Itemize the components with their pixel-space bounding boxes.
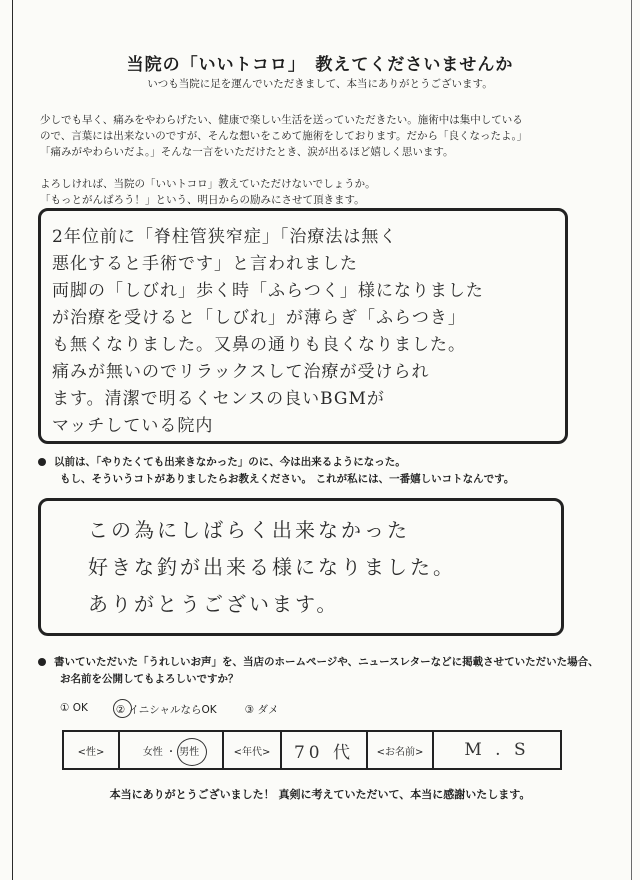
intro-paragraph-1 <box>40 112 610 160</box>
consent-option-initials[interactable] <box>116 702 217 717</box>
footer-thanks: 本当にありがとうございました！ 真剣に考えていただいて、本当に感謝いたします。 <box>109 788 531 801</box>
intro-line: 少しでも早く、痛みをやわらげたい、健康で楽しい生活を送っていただきたい。施術中は集中している <box>40 114 523 126</box>
bullet-icon <box>38 658 46 666</box>
age-label: <年代> <box>223 731 281 769</box>
paper-edge-left <box>12 0 13 880</box>
intro-line: 「痛みがやわらいだよ。」そんな一言をいただけたとき、涙が出るほど嬉しく思います。 <box>40 146 454 158</box>
age-field[interactable]: 70 代 <box>281 731 367 769</box>
bullet-icon <box>38 458 46 466</box>
consent-option-ok[interactable]: ① OK <box>60 702 88 714</box>
handwritten-line: 好きな釣が出来る様になりました。 <box>88 555 456 579</box>
question-2 <box>38 454 514 488</box>
consent-options <box>60 702 306 717</box>
intro-line: よろしければ、当院の「いいトコロ」教えていただけないでしょうか。 <box>40 178 376 190</box>
handwritten-line: 2年位前に「脊柱管狭窄症」「治療法は無く <box>52 227 398 247</box>
gender-field[interactable] <box>119 731 223 769</box>
page-subtitle: いつも当院に足を運んでいただきまして、本当にありがとうございます。 <box>147 78 493 90</box>
intro-paragraph-2 <box>40 176 610 208</box>
handwritten-line: ます。清潔で明るくセンスの良いBGMが <box>52 389 385 409</box>
name-label: <お名前> <box>367 731 433 769</box>
gender-value: 女性 ・ 男性 <box>142 746 200 758</box>
question-line: 書いていただいた「うれしいお声」を、当店のホームページや、ニュースレターなどに掲載させていただいた場合、 <box>54 656 599 668</box>
handwritten-line: 両脚の「しびれ」歩く時「ふらつく」様になりました <box>52 281 484 301</box>
question-3 <box>38 654 599 688</box>
gender-selected-circle <box>177 738 207 766</box>
handwritten-line: が治療を受けると「しびれ」が薄らぎ「ふらつき」 <box>52 308 466 328</box>
handwritten-line: 痛みが無いのでリラックスして治療が受けられ <box>52 362 430 382</box>
page-title: 当院の「いいトコロ」 教えてくださいませんか <box>126 55 514 75</box>
paper-edge-right <box>631 0 632 880</box>
question-line: もし、そういうコトがありましたらお教えください。 これが私には、一番嬉しいコトなんです。 <box>60 473 515 485</box>
question-line: お名前を公開してもよろしいですか？ <box>60 673 239 685</box>
intro-line: ので、言葉には出来ないのですが、そんな想いをこめて施術をしております。だから「良くなったよ。」 <box>40 130 528 142</box>
intro-line: 「もっとがんばろう！」という、明日からの励みにさせて頂きます。 <box>40 194 365 206</box>
gender-label: <性> <box>63 731 119 769</box>
handwritten-line: マッチしている院内 <box>52 416 214 436</box>
handwritten-line: この為にしばらく出来なかった <box>88 518 410 542</box>
question-line: 以前は、「やりたくても出来きなかった」のに、今は出来るようになった。 <box>54 456 406 468</box>
info-table <box>62 730 562 770</box>
consent-option-no[interactable]: ③ ダメ <box>244 704 279 716</box>
consent-option-label: ② イニシャルならOK <box>115 704 217 716</box>
handwritten-answer-2 <box>88 512 456 623</box>
handwritten-answer-1 <box>52 224 484 440</box>
handwritten-line: ありがとうございます。 <box>88 592 340 616</box>
handwritten-line: も無くなりました。又鼻の通りも良くなりました。 <box>52 335 466 355</box>
handwritten-line: 悪化すると手術です」と言われました <box>52 254 358 274</box>
name-field[interactable]: M . S <box>433 731 561 769</box>
selected-circle-mark <box>113 699 132 718</box>
